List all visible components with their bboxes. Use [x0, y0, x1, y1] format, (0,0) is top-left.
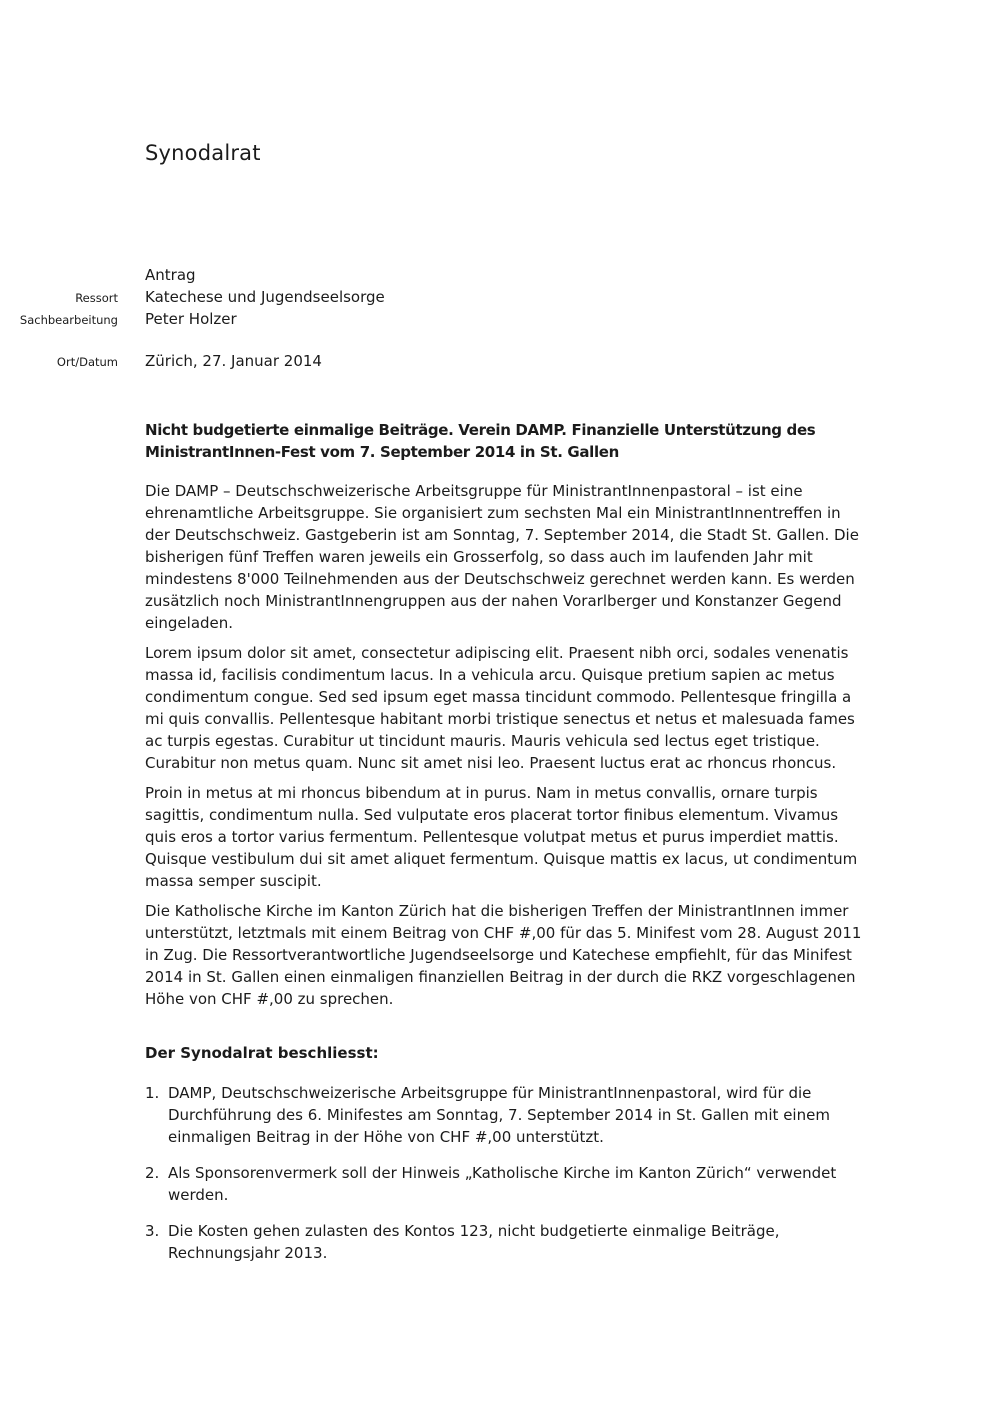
subject-heading: Nicht budgetierte einmalige Beiträge. Verein DAMP. Finanzielle Unterstützung des MinistrantInnen-Fest vom 7. September 2014 in St. Gallen	[145, 421, 816, 461]
paragraph-3: Proin in metus at mi rhoncus bibendum at in purus. Nam in metus convallis, ornare turpis sagittis, condimentum nulla. Sed vulputate eros placerat tortor finibus elementum. Vivamus quis eros a tortor varius fermentum. Pellentesque volutpat metus et purus imperdiet mattis. Quisque vestibulum dui sit amet aliquet fermentum. Quisque mattis ex lacus, ut condimentum massa semper suscipit.	[145, 784, 858, 890]
decision-2-number: 2.	[145, 1164, 160, 1182]
meta-row-doctype	[0, 266, 870, 288]
page-title: Synodalrat	[145, 141, 261, 165]
sachbearbeitung-value: Peter Holzer	[145, 310, 237, 328]
document-meta	[0, 266, 870, 374]
paragraph-2: Lorem ipsum dolor sit amet, consectetur adipiscing elit. Praesent nibh orci, sodales venenatis massa id, facilisis condimentum lacus. In a vehicula arcu. Quisque pretium sapien ac metus condimentum congue. Sed sed ipsum eget massa tincidunt commodo. Pellentesque fringilla a mi quis convallis. Pellentesque habitant morbi tristique senectus et netus et malesuada fames ac turpis egestas. Curabitur ut tincidunt mauris. Mauris vehicula sed lectus eget tristique. Curabitur non metus quam. Nunc sit amet nisi leo. Praesent luctus erat ac rhoncus rhoncus.	[145, 644, 855, 772]
decision-item-2	[145, 1162, 863, 1206]
document-type: Antrag	[145, 266, 196, 284]
ort-datum-label: Ort/Datum	[56, 355, 118, 369]
decision-3-number: 3.	[145, 1222, 160, 1240]
decision-1-text: DAMP, Deutschschweizerische Arbeitsgruppe für MinistrantInnenpastoral, wird für die Durchführung des 6. Minifestes am Sonntag, 7. September 2014 in St. Gallen mit einem einmaligen Beitrag in der Höhe von CHF #,00 unterstützt.	[168, 1084, 830, 1146]
document-body	[145, 419, 863, 1278]
decision-item-1	[145, 1082, 863, 1148]
ort-datum-value: Zürich, 27. Januar 2014	[145, 352, 322, 370]
decision-heading: Der Synodalrat beschliesst:	[145, 1044, 379, 1062]
meta-row-sachbearbeitung	[0, 310, 870, 332]
meta-row-ressort	[0, 288, 870, 310]
sachbearbeitung-label: Sachbearbeitung	[19, 313, 118, 327]
ressort-value: Katechese und Jugendseelsorge	[145, 288, 385, 306]
decision-2-text: Als Sponsorenvermerk soll der Hinweis „Katholische Kirche im Kanton Zürich“ verwendet werden.	[168, 1164, 837, 1204]
ressort-label: Ressort	[75, 291, 118, 305]
decision-1-number: 1.	[145, 1084, 160, 1102]
paragraph-1: Die DAMP – Deutschschweizerische Arbeitsgruppe für MinistrantInnenpastoral – ist eine ehrenamtliche Arbeitsgruppe. Sie organisiert zum sechsten Mal ein MinistrantInnentreffen in der Deutschschweiz. Gastgeberin ist am Sonntag, 7. September 2014, die Stadt St. Gallen. Die bisherigen fünf Treffen waren jeweils ein Grosserfolg, so dass auch im laufenden Jahr mit mindestens 8'000 Teilnehmenden aus der Deutschschweiz gerechnet werden kann. Es werden zusätzlich noch MinistrantInnengruppen aus der nahen Vorarlberger und Konstanzer Gegend eingeladen.	[145, 482, 859, 632]
decision-list	[145, 1082, 863, 1264]
meta-row-ort-datum	[0, 352, 870, 374]
decision-item-3	[145, 1220, 863, 1264]
paragraph-4: Die Katholische Kirche im Kanton Zürich hat die bisherigen Treffen der MinistrantInnen immer unterstützt, letztmals mit einem Beitrag von CHF #,00 für das 5. Minifest vom 28. August 2011 in Zug. Die Ressortverantwortliche Jugendseelsorge und Katechese empfiehlt, für das Minifest 2014 in St. Gallen einen einmaligen finanziellen Beitrag in der durch die RKZ vorgeschlagenen Höhe von CHF #,00 zu sprechen.	[145, 902, 862, 1008]
decision-3-text: Die Kosten gehen zulasten des Kontos 123, nicht budgetierte einmalige Beiträge, Rechnungsjahr 2013.	[168, 1222, 780, 1262]
